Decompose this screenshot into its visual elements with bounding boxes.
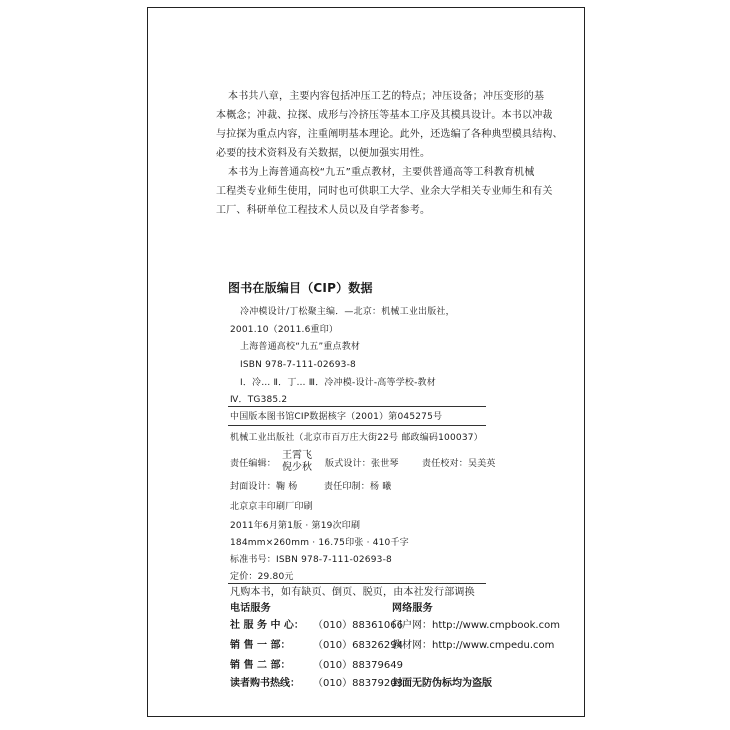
price: 定价：29.80元 xyxy=(230,572,294,582)
summary-line: 工程类专业师生使用，同时也可供职工大学、业余大学相关专业师生和有关 xyxy=(216,186,553,197)
cip-title: 图书在版编目（CIP）数据 xyxy=(228,281,373,295)
summary-line: 与拉探为重点内容，注重阐明基本理论。此外，还选编了各种典型模具结构、 xyxy=(216,129,563,140)
phone-number: （010）88379203 xyxy=(313,678,403,689)
proofreader: 责任校对：吴美英 xyxy=(422,459,496,469)
replacement-notice: 凡购本书，如有缺页、倒页、脱页，由本社发行部调换 xyxy=(230,587,475,598)
phone-number: （010）68326294 xyxy=(313,640,403,651)
summary-line: 工厂、科研单位工程技术人员以及自学者参考。 xyxy=(216,205,431,216)
web-service-title: 网络服务 xyxy=(392,603,433,614)
format: 184mm×260mm · 16.75印张 · 410千字 xyxy=(230,538,409,548)
summary-line: 必要的技术资料及有关数据，以便加强实用性。 xyxy=(216,148,431,159)
divider xyxy=(228,406,486,407)
phone-label: 社 服 务 中 心： xyxy=(230,620,304,631)
web-portal: 门户网：http://www.cmpbook.com xyxy=(392,620,560,631)
divider xyxy=(228,583,486,584)
phone-number: （010）88361066 xyxy=(313,620,403,631)
editor-name: 倪少秋 xyxy=(282,462,312,473)
cip-line: Ⅳ．TG385.2 xyxy=(230,395,288,405)
web-textbook: 教材网：http://www.cmpedu.com xyxy=(392,640,555,651)
cip-line: 冷冲模设计/丁松聚主编．—北京：机械工业出版社， xyxy=(240,307,455,317)
cip-record-number: 中国版本图书馆CIP数据核字（2001）第045275号 xyxy=(230,412,443,422)
layout-design: 版式设计：张世琴 xyxy=(325,459,399,469)
edition: 2011年6月第1版 · 第19次印刷 xyxy=(230,521,361,531)
summary-line: 本书为上海普通高校“九五”重点教材，主要供普通高等工科教育机械 xyxy=(228,167,535,178)
cip-line: 2001.10（2011.6重印） xyxy=(230,325,339,335)
print-duty: 责任印制：杨 曦 xyxy=(324,482,392,492)
cip-line: Ⅰ．冷… Ⅱ．丁… Ⅲ．冷冲模-设计-高等学校-教材 xyxy=(240,378,436,388)
editor-label: 责任编辑： xyxy=(230,459,277,469)
anti-counterfeit-notice: 封面无防伪标均为盗版 xyxy=(392,678,492,689)
phone-label: 销 售 二 部： xyxy=(230,660,291,671)
cip-line: ISBN 978-7-111-02693-8 xyxy=(240,360,356,370)
cover-design: 封面设计：鞠 杨 xyxy=(230,482,298,492)
phone-service-title: 电话服务 xyxy=(230,603,271,614)
isbn: 标准书号：ISBN 978-7-111-02693-8 xyxy=(230,555,392,565)
divider xyxy=(228,425,486,426)
phone-label: 销 售 一 部： xyxy=(230,640,291,651)
phone-label: 读者购书热线： xyxy=(230,678,300,689)
cip-line: 上海普通高校“九五”重点教材 xyxy=(240,342,361,352)
phone-number: （010）88379649 xyxy=(313,660,403,671)
editor-name: 王霄飞 xyxy=(282,450,312,461)
summary-line: 本概念；冲裁、拉探、成形与冷挤压等基本工序及其模具设计。本书以冲裁 xyxy=(216,110,553,121)
printer: 北京京丰印刷厂印刷 xyxy=(230,502,313,512)
summary-line: 本书共八章，主要内容包括冲压工艺的特点；冲压设备；冲压变形的基 xyxy=(228,91,545,102)
publisher-address: 机械工业出版社（北京市百万庄大街22号 邮政编码100037） xyxy=(230,433,483,443)
